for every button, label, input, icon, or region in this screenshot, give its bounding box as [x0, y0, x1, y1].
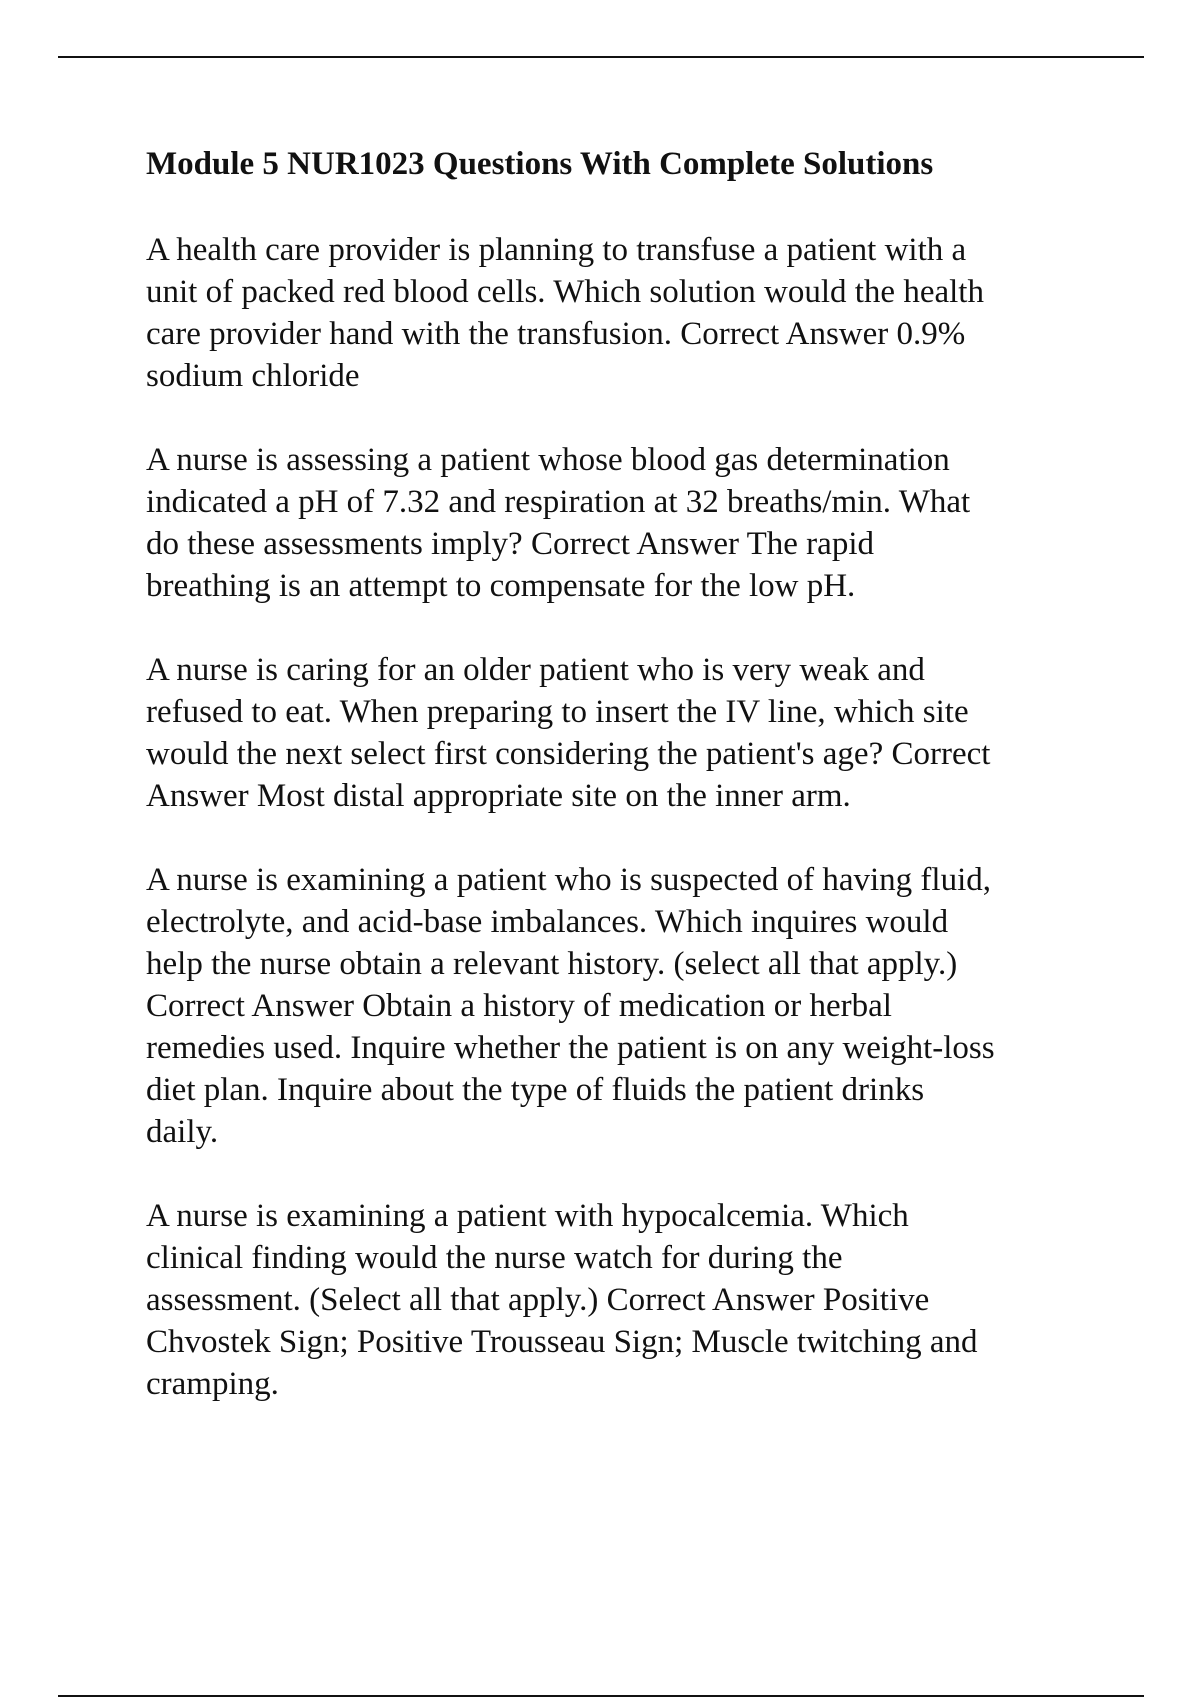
qa-item-2: A nurse is assessing a patient whose blood gas determination indicated a pH of 7.32 and respiration at 32 breaths/min. What do these assessments imply? Correct Answer The rapid breathing is an attempt to compensate for the low pH. [146, 442, 971, 604]
document-title: Module 5 NUR1023 Questions With Complete Solutions [146, 146, 934, 182]
qa-item-5: A nurse is examining a patient with hypocalcemia. Which clinical finding would the nurse watch for during the assessment. (Select all that apply.) Correct Answer Positive Chvostek Sign; Positive Trousseau Sign; Muscle twitching and cramping. [146, 1198, 978, 1402]
top-rule [58, 56, 1144, 58]
bottom-rule [58, 1695, 1144, 1697]
qa-item-4: A nurse is examining a patient who is suspected of having fluid, electrolyte, and acid-base imbalances. Which inquires would help the nurse obtain a relevant history. (select all that apply.) Correct Answer Obtain a history of medication or herbal remedies used. Inquire whether the patient is on any weight-loss diet plan. Inquire about the type of fluids the patient drinks daily. [146, 862, 995, 1150]
document-body [146, 143, 1096, 1447]
qa-item-3: A nurse is caring for an older patient who is very weak and refused to eat. When preparing to insert the IV line, which site would the next select first considering the patient's age? Correct Answer Most distal appropriate site on the inner arm. [146, 652, 991, 814]
qa-item-1: A health care provider is planning to transfuse a patient with a unit of packed red blood cells. Which solution would the health care provider hand with the transfusion. Correct Answer 0.9% sodium chloride [146, 232, 984, 394]
